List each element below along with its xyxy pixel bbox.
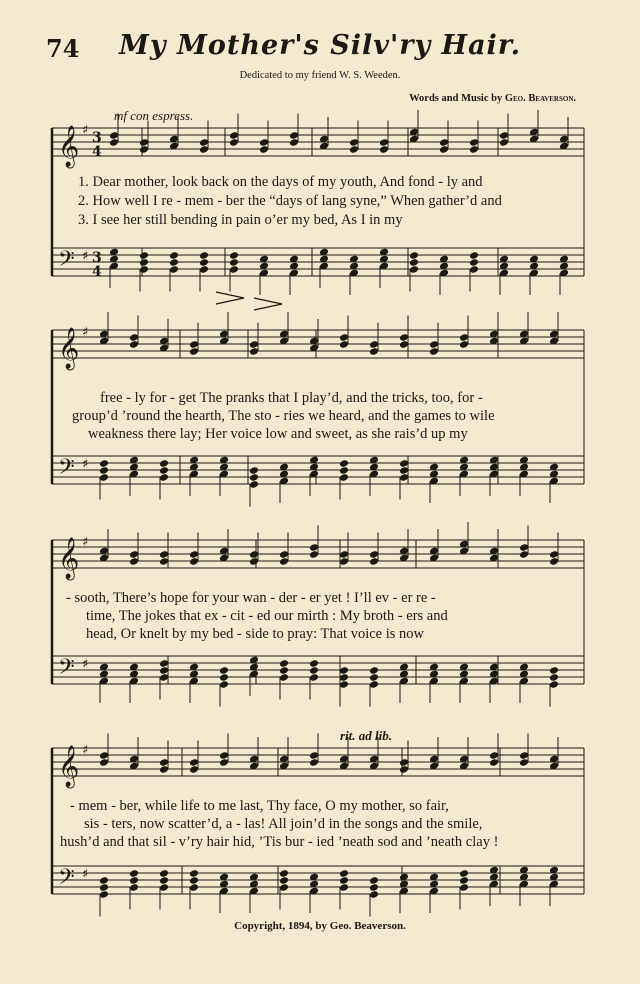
note-head [99,459,109,468]
lyric-line: time, The jokes that ex - cit - ed our mirth : My broth - ers and [86,608,448,624]
note-head [339,876,349,885]
note-head [99,466,109,475]
copyright-notice: Copyright, 1894, by Geo. Beaverson. [234,920,406,932]
decrescendo-hairpin [254,298,282,310]
note-head [369,666,379,675]
note-head [199,251,209,260]
note-head [159,869,169,878]
note-head [369,883,379,892]
note-head [279,869,289,878]
time-signature-icon: 3 [92,130,102,146]
treble-clef-icon: 𝄞 [58,746,80,787]
note-head [219,673,229,682]
note-head [139,258,149,267]
lyric-line: hush’d and that sil - v’ry hair hid, ’Tis bur - ied ’neath sod and ’neath clay ! [60,834,499,850]
lyric-line: 2. How well I re - mem - ber the “days of lang syne,” When gather’d and [78,193,502,209]
time-signature-icon: 3 [92,250,102,266]
treble-clef-icon: 𝄞 [58,328,80,369]
lyric-line: 3. I see her still bending in pain o’er my bed, As I in my [78,212,403,228]
credit-author: Geo. Beaverson. [504,93,576,104]
ritardando-marking: rit. ad lib. [340,728,393,743]
note-head [159,466,169,475]
note-head [549,673,559,682]
note-head [229,258,239,267]
note-head [309,659,319,668]
credit-prefix: Words and Music by [409,93,503,104]
note-head [229,251,239,260]
lyric-line: sis - ters, now scatter’d, a - las! All join’d in the songs and the smile, [84,816,483,832]
sharp-icon: ♯ [82,743,89,758]
note-head [469,251,479,260]
sharp-icon: ♯ [82,123,89,138]
sharp-icon: ♯ [82,249,89,264]
note-head [279,659,289,668]
note-head [459,876,469,885]
bass-clef-icon: 𝄢 [58,247,75,277]
note-head [129,876,139,885]
note-head [369,876,379,885]
note-head [309,666,319,675]
note-head [99,876,109,885]
sharp-icon: ♯ [82,657,89,672]
lyric-line: - mem - ber, while life to me last, Thy face, O my mother, so fair, [70,798,449,814]
sharp-icon: ♯ [82,867,89,882]
note-head [469,258,479,267]
note-head [159,876,169,885]
sharp-icon: ♯ [82,457,89,472]
note-head [339,466,349,475]
note-head [219,666,229,675]
lyric-line: - sooth, There’s hope for your wan - der - er yet ! I’ll ev - er re - [66,590,436,606]
note-head [199,258,209,267]
note-head [409,251,419,260]
expression-marking: mf con espress. [114,108,194,123]
note-head [189,869,199,878]
note-head [339,869,349,878]
note-head [249,466,259,475]
note-head [279,666,289,675]
note-head [169,251,179,260]
bass-clef-icon: 𝄢 [58,865,75,895]
treble-clef-icon: 𝄞 [58,126,80,167]
note-head [169,258,179,267]
note-head [99,883,109,892]
note-head [459,869,469,878]
lyric-line: 1. Dear mother, look back on the days of my youth, And fond - ly and [78,174,483,190]
sharp-icon: ♯ [82,535,89,550]
time-signature-icon: 4 [92,144,102,160]
note-head [159,459,169,468]
note-head [279,876,289,885]
note-head [249,473,259,482]
lyric-line: group’d ’round the hearth, The sto - ries we heard, and the games to wile [72,408,495,424]
lyric-line: head, Or knelt by my bed - side to pray: That voice is now [86,626,424,642]
note-head [139,251,149,260]
bass-clef-icon: 𝄢 [58,455,75,485]
time-signature-icon: 4 [92,264,102,280]
sharp-icon: ♯ [82,325,89,340]
note-head [339,459,349,468]
treble-clef-icon: 𝄞 [58,538,80,579]
note-head [549,666,559,675]
note-head [369,673,379,682]
bass-clef-icon: 𝄢 [58,655,75,685]
note-head [129,869,139,878]
dedication: Dedicated to my friend W. S. Weeden. [239,70,401,81]
lyric-line: weakness there lay; Her voice low and sweet, as she rais’d up my [88,426,468,442]
crescendo-hairpin [216,292,244,304]
hymn-title: My Mother's Silv'ry Hair. [119,30,521,61]
note-head [189,876,199,885]
note-head [409,258,419,267]
lyric-line: free - ly for - get The pranks that I play’d, and the tricks, too, for - [100,390,483,406]
page-number: 74 [46,34,80,63]
